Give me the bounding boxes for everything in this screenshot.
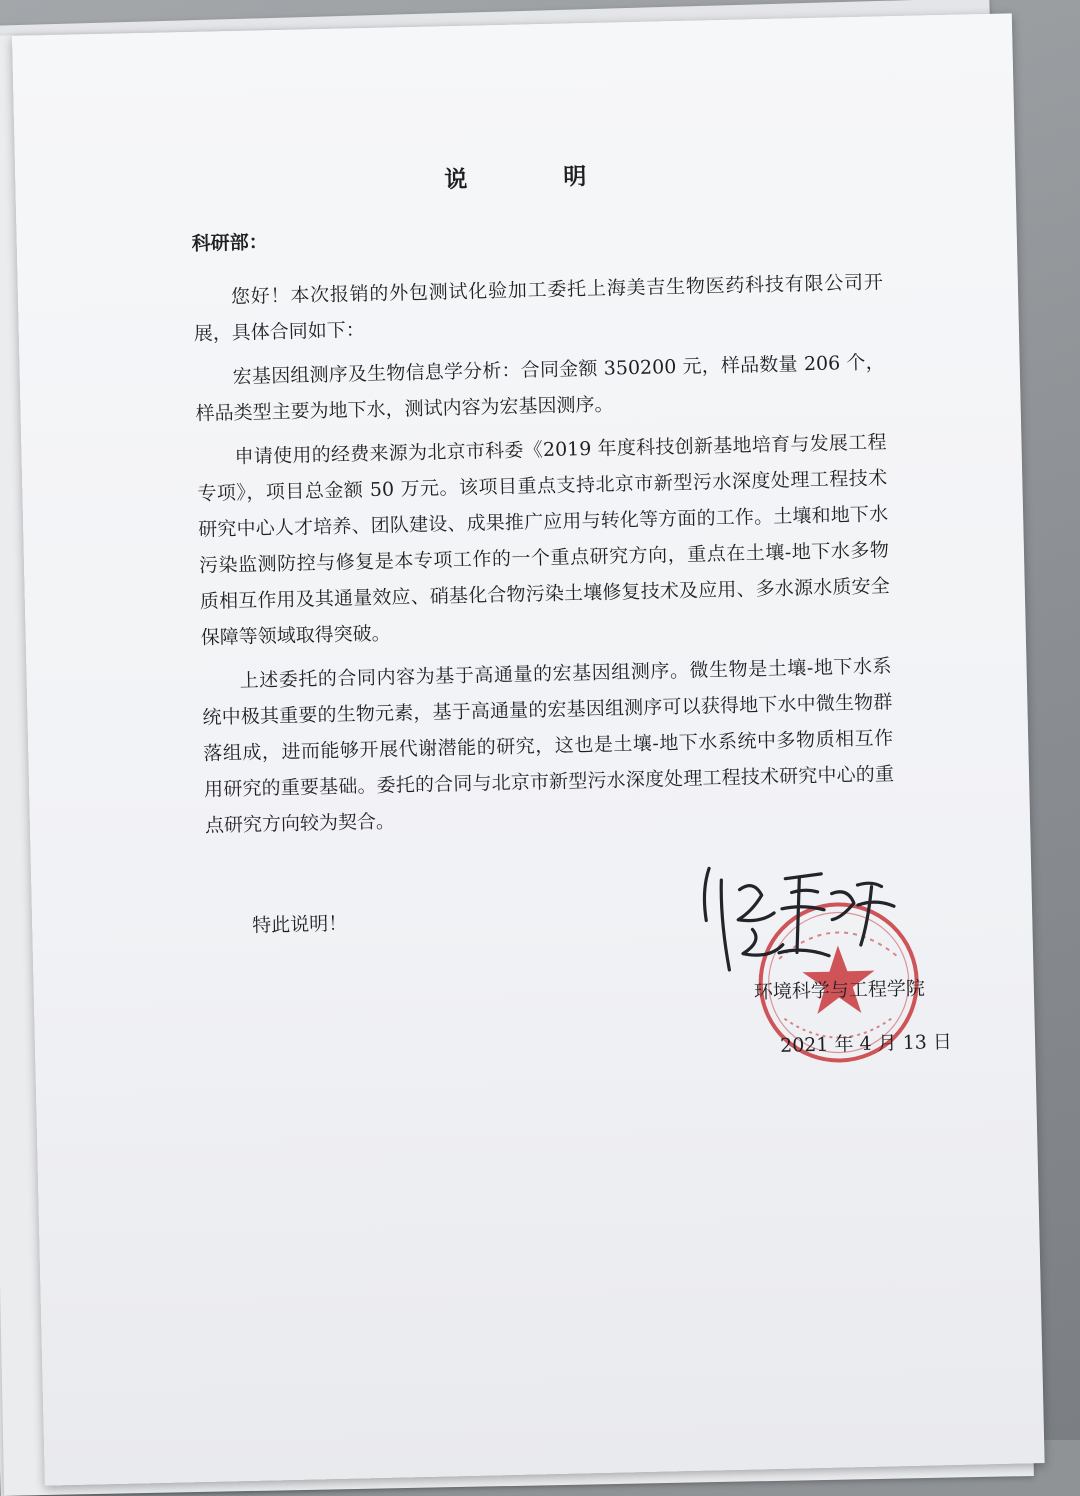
document-title: 说 明 bbox=[444, 162, 631, 194]
paragraph: 上述委托的合同内容为基于高通量的宏基因组测序。微生物是土壤-地下水系统中极其重要的生物元素，基于高通量的宏基因组测序可以获得地下水中微生物群落组成，进而能够开展代谢潜能的研究，这也是土壤-地下水系统中多物质相互作用研究的重要基础。委托的合同与北京市新型污水深度处理工程技术研究中心的重点研究方向较为契合。 bbox=[202, 655, 895, 837]
paragraph: 您好！本次报销的外包测试化验加工委托上海美吉生物医药科技有限公司开展，具体合同如下： bbox=[193, 271, 884, 345]
document-page bbox=[12, 13, 1045, 1485]
paragraph: 宏基因组测序及生物信息学分析：合同金额 350200 元，样品数量 206 个，样品类型主要为地下水，测试内容为宏基因测序。 bbox=[195, 351, 885, 425]
document-date: 2021 年 4 月 13 日 bbox=[779, 1030, 953, 1057]
paragraph: 申请使用的经费来源为北京市科委《2019 年度科技创新基地培育与发展工程专项》，项目总金额 50 万元。该项目重点支持北京市新型污水深度处理工程技术研究中心人才培养、团队建设、成果推广应用与转化等方面的工作。土壤和地下水污染监测防控与修复是本专项工作的一个重点研究方向，重点在土壤-地下水多物质相互作用及其通量效应、硝基化合物污染土壤修复技术及应用、多水源水质安全保障等领域取得突破。 bbox=[197, 431, 890, 649]
closing-remark: 特此说明！ bbox=[251, 912, 348, 937]
handwritten-signature bbox=[681, 846, 924, 991]
document-body bbox=[193, 264, 896, 852]
organization-name: 环境科学与工程学院 bbox=[753, 977, 926, 1004]
addressee: 科研部： bbox=[191, 231, 269, 255]
